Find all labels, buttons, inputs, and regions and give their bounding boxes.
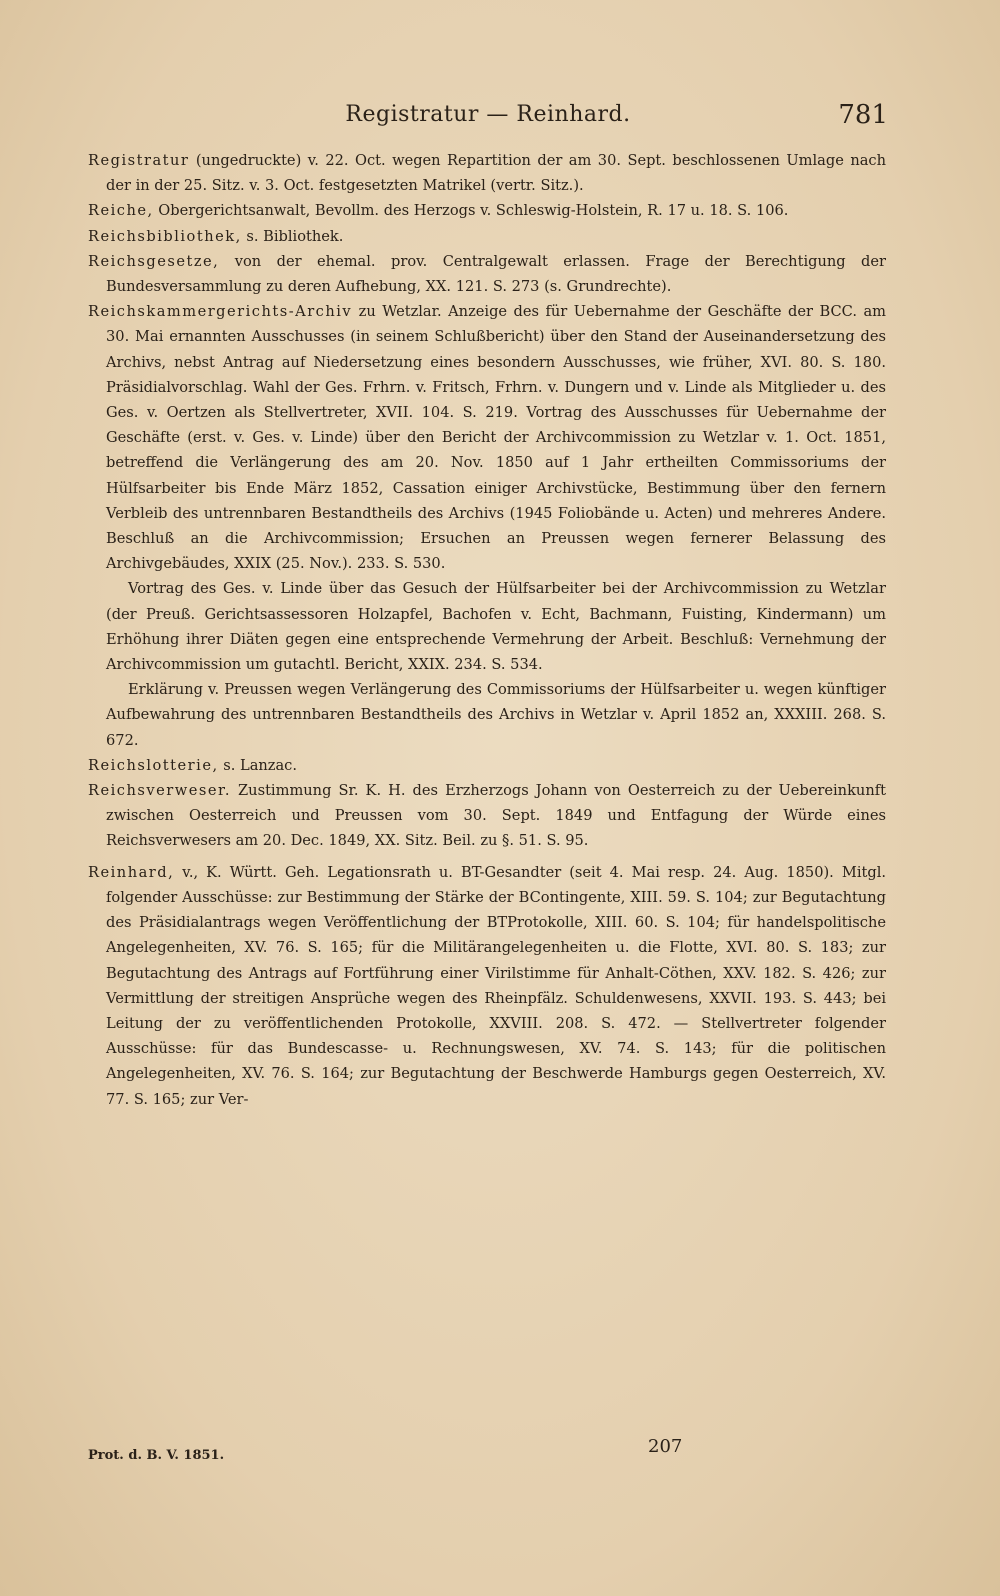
entry-paragraph: Erklärung v. Preussen wegen Verlängerung des Commissoriums der Hülfsarbeiter u. wegen künftiger Aufbewahrung des untrennbaren Bestandtheils des Archivs in Wetzlar v. April 1852 an, XXXIII. 268. S. 672. <box>106 681 886 749</box>
entry-text: von der ehemal. prov. Centralgewalt erlassen. Frage der Berechtigung der Bundesversammlung zu deren Aufhebung, XX. 121. S. 273 (s. Grundrechte). <box>106 252 886 296</box>
index-entry <box>88 148 886 198</box>
entry-text: v., K. Württ. Geh. Legationsrath u. BT-Gesandter (seit 4. Mai resp. 24. Aug. 1850). Mitgl. folgender Ausschüsse: zur Bestimmung der Stärke der BContingente, XIII. 59. S. 104; zur Begutachtung des Präsidialantrags wegen Veröffentlichung der BTProtokolle, XIII. 60. S. 104; für handelspolitische Angelegenheiten, XV. 76. S. 165; für die Militärangelegenheiten u. die Flotte, XVI. 80. S. 183; zur Begutachtung des Antrags auf Fortführung einer Virilstimme für Anhalt-Cöthen, XXV. 182. S. 426; zur Vermittlung der streitigen Ansprüche wegen des Rheinpfälz. Schuldenwesens, XXVII. 193. S. 443; bei Leitung der zu veröffentlichenden Protokolle, XXVIII. 208. S. 472. — Stellvertreter folgender Ausschüsse: für das Bundescasse- u. Rechnungswesen, XV. 74. S. 143; für die politischen Angelegenheiten, XV. 76. S. 164; zur Begutachtung der Beschwerde Hamburgs gegen Oesterreich, XV. 77. S. 165; zur Ver- <box>106 863 886 1108</box>
page-footer <box>88 1436 886 1476</box>
entry-keyword: Reichslotterie, <box>88 756 219 774</box>
entry-paragraph: Vortrag des Ges. v. Linde über das Gesuch der Hülfsarbeiter bei der Archivcommission zu Wetzlar (der Preuß. Gerichtsassessoren Holzapfel, Bachofen v. Echt, Bachmann, Fuisting, Kindermann) um Erhöhung ihrer Diäten gegen eine entsprechende Vermehrung der Arbeit. Beschluß: Vernehmung der Archivcommission um gutachtl. Bericht, XXIX. 234. S. 534. <box>106 580 886 674</box>
index-entry <box>88 778 886 854</box>
index-entry <box>88 860 886 1112</box>
entry-keyword: Reiche, <box>88 202 154 220</box>
entry-text: Zustimmung Sr. K. H. des Erzherzogs Johann von Oesterreich zu der Uebereinkunft zwischen Oesterreich und Preussen vom 30. Sept. 1849 und Entfagung der Würde eines Reichsverwesers am 20. Dec. 1849, XX. Sitz. Beil. zu §. 51. S. 95. <box>106 782 886 850</box>
page-number: 781 <box>838 100 888 130</box>
sheet-number: 207 <box>648 1436 683 1457</box>
index-body <box>88 148 886 1388</box>
entry-text: Obergerichtsanwalt, Bevollm. des Herzogs v. Schleswig-Holstein, R. 17 u. 18. S. 106. <box>153 202 789 220</box>
entry-keyword: Reichsverweser. <box>88 782 231 800</box>
index-entry <box>88 299 886 576</box>
running-header <box>88 96 888 136</box>
entry-text: (ungedruckte) v. 22. Oct. wegen Repartition der am 30. Sept. beschlossenen Umlage nach der in der 25. Sitz. v. 3. Oct. festgesetzten Matrikel (vertr. Sitz.). <box>106 152 886 195</box>
index-entry <box>88 224 886 249</box>
entry-keyword: Registratur <box>88 152 190 169</box>
entry-text: s. Lanzac. <box>218 756 297 774</box>
index-entry <box>88 753 886 778</box>
entry-keyword: Reichskammergerichts-Archiv <box>88 303 353 321</box>
entry-keyword: Reinhard, <box>88 863 175 881</box>
entry-text: s. Bibliothek. <box>241 227 344 245</box>
signature-mark: Prot. d. B. V. 1851. <box>88 1448 225 1463</box>
entry-keyword: Reichsgesetze, <box>88 252 220 270</box>
entry-keyword: Reichsbibliothek, <box>88 227 242 245</box>
index-entry <box>88 198 886 223</box>
entry-text: zu Wetzlar. Anzeige des für Uebernahme der Geschäfte der BCC. am 30. Mai ernannten Ausschusses (in seinem Schlußbericht) über den Stand der Auseinandersetzung des Archivs, nebst Antrag auf Niedersetzung eines besondern Ausschusses, wie früher, XVI. 80. S. 180. Präsidialvorschlag. Wahl der Ges. Frhrn. v. Fritsch, Frhrn. v. Dungern und v. Linde als Mitglieder u. des Ges. v. Oertzen als Stellvertreter, XVII. 104. S. 219. Vortrag des Ausschusses für Uebernahme der Geschäfte (erst. v. Ges. v. Linde) über den Bericht der Archivcommission zu Wetzlar v. 1. Oct. 1851, betreffend die Verlängerung des am 20. Nov. 1850 auf 1 Jahr ertheilten Commissoriums der Hülfsarbeiter bis Ende März 1852, Cassation einiger Archivstücke, Bestimmung über den fernern Verbleib des untrennbaren Bestandtheils des Archivs (1945 Foliobände u. Acten) und mehreres Andere. Beschluß an die Archivcommission; Ersuchen an Preussen wegen fernerer Belassung des Archivgebäudes, XXIX (25. Nov.). 233. S. 530. <box>106 303 886 573</box>
header-title: Registratur — Reinhard. <box>345 102 631 127</box>
index-entry <box>88 249 886 299</box>
